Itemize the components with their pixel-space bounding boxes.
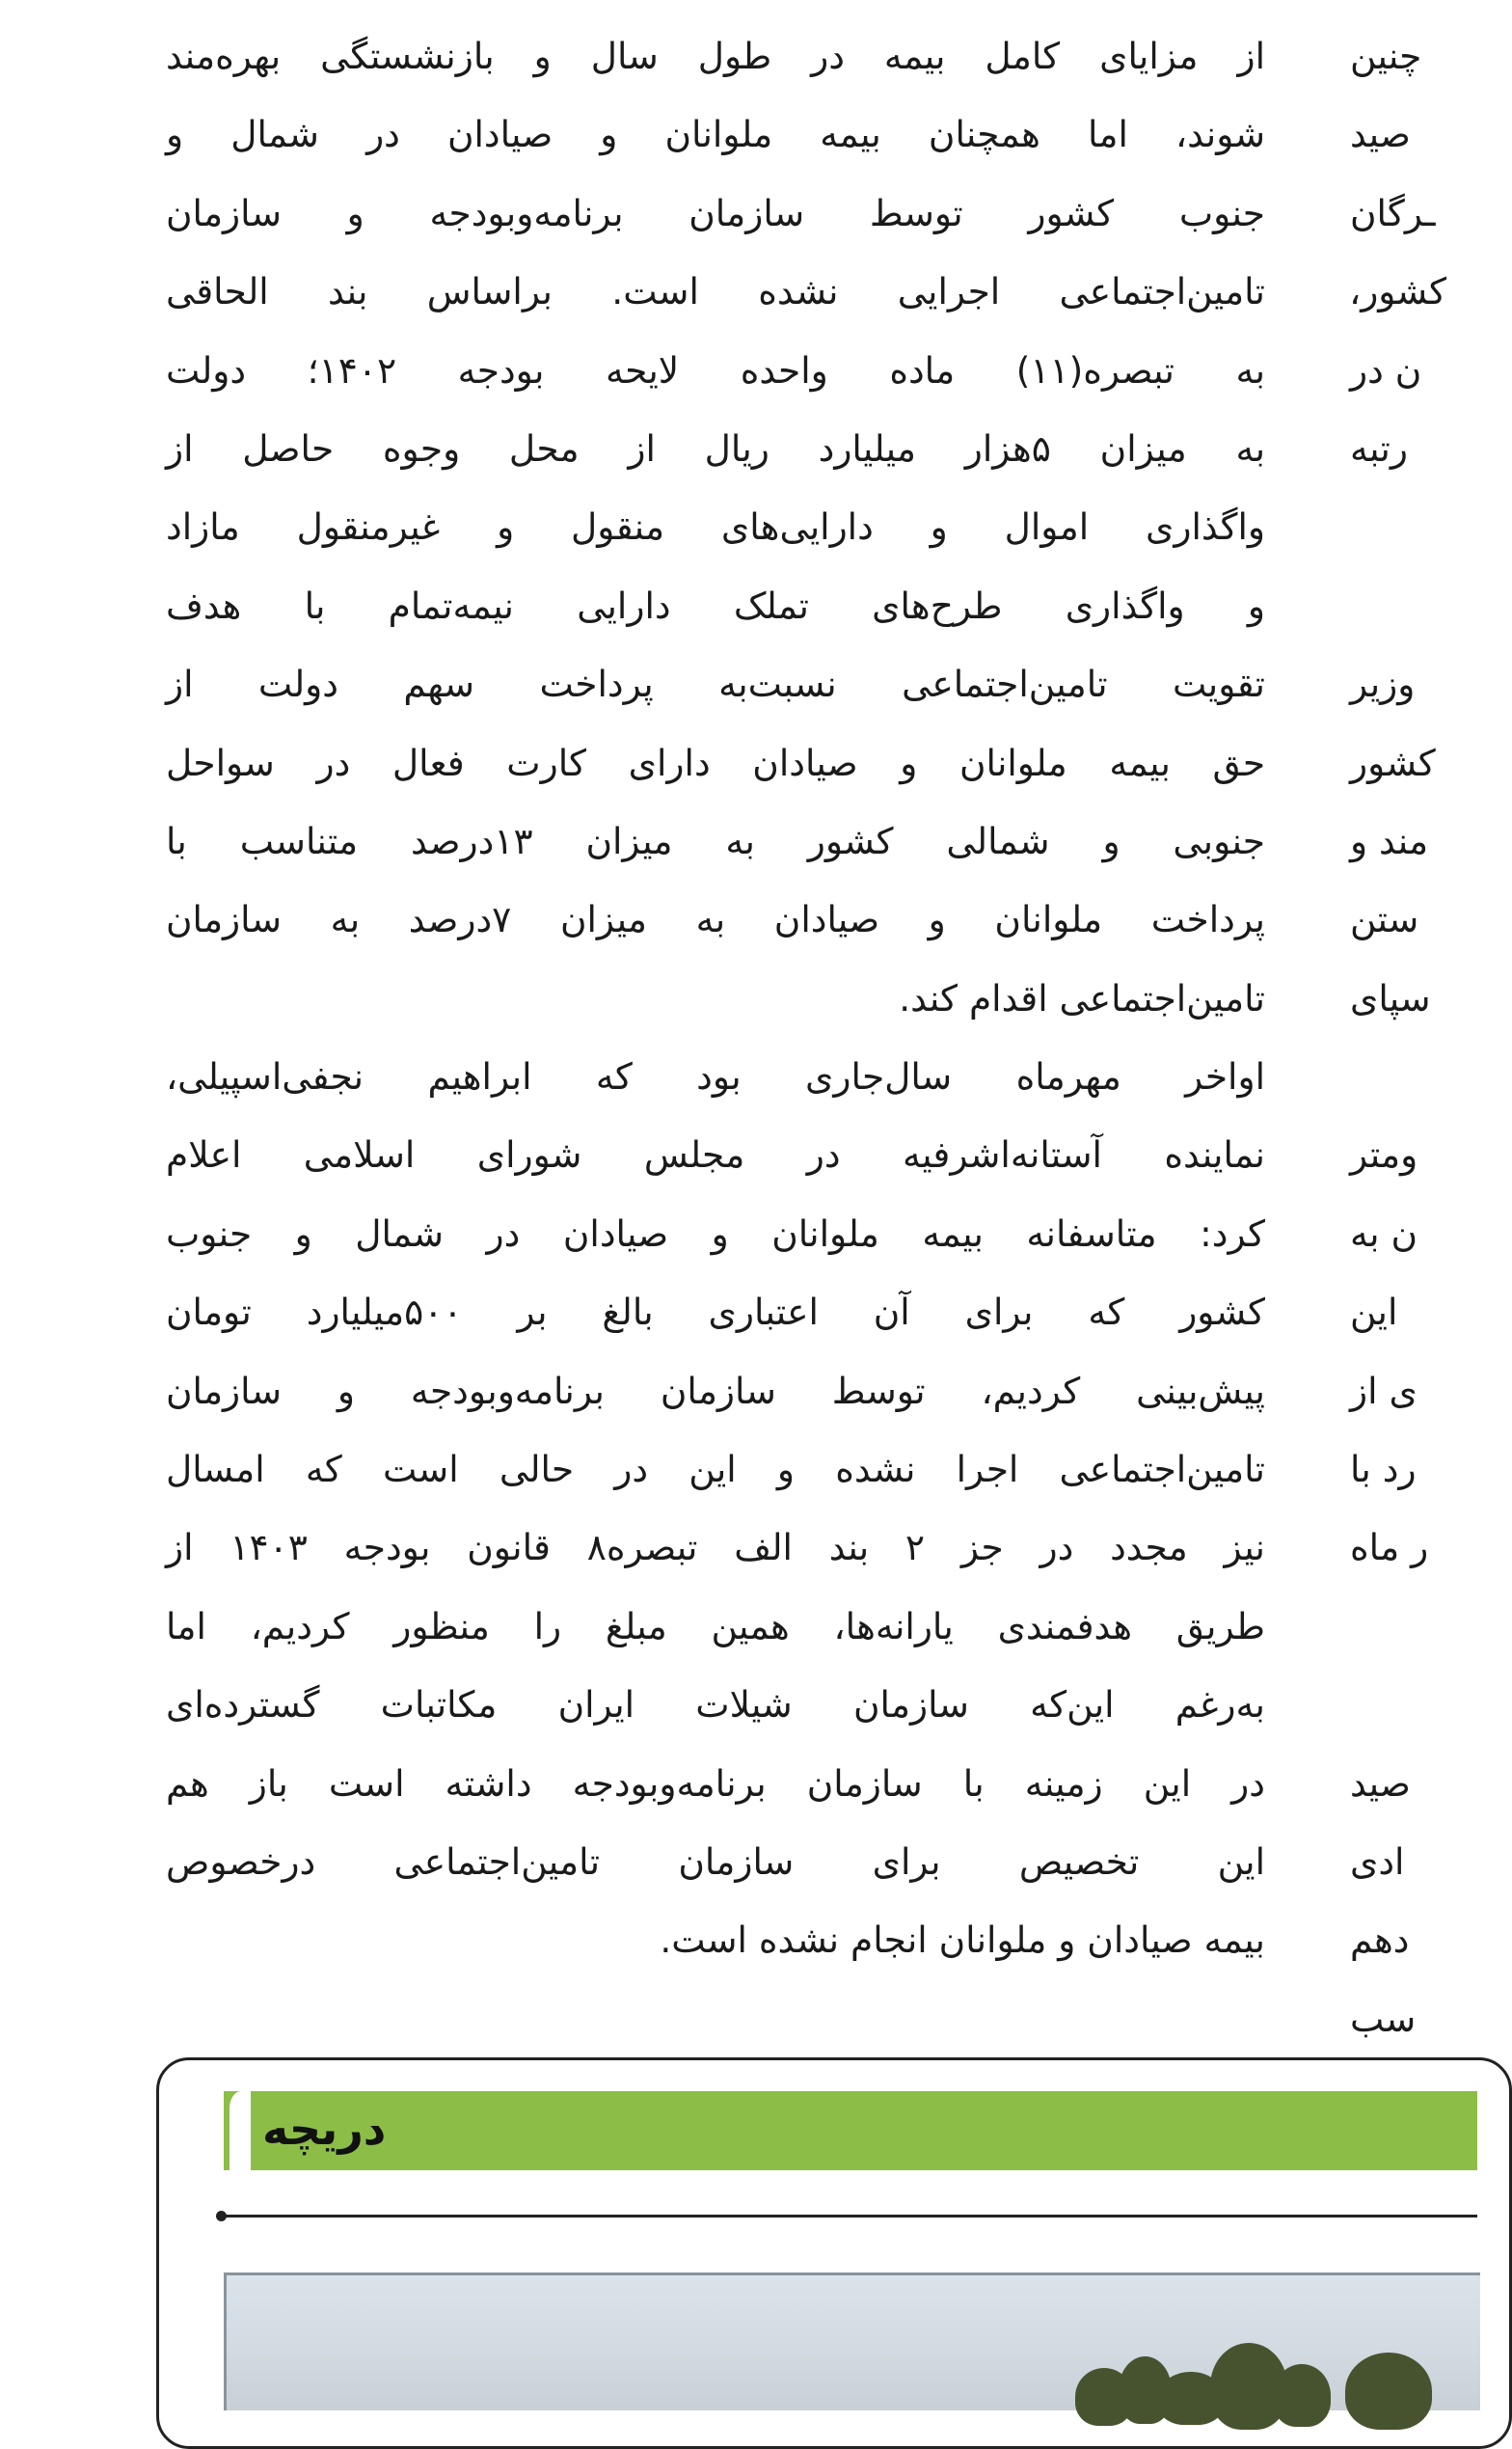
sidebar-box-title: دریچه	[262, 2103, 387, 2155]
article-line: به میزان ۵هزار میلیارد ریال از محل وجوه حاصل از	[166, 426, 1265, 470]
article-line: تقویت تامین‌اجتماعی نسبت‌به پرداخت سهم دولت از	[166, 663, 1265, 706]
article-line: شوند، اما همچنان بیمه ملوانان و صیادان در شمال و	[166, 113, 1265, 156]
article-line: واگذاری اموال و دارایی‌های منقول و غیرمنقول مازاد	[166, 505, 1265, 549]
tree-silhouette	[1345, 2353, 1432, 2430]
column-fragment: چنین	[1350, 35, 1422, 77]
column-fragment: سپای	[1350, 976, 1431, 1020]
column-fragment: سب	[1350, 1997, 1417, 2040]
adjacent-column-fragment	[1349, 17, 1446, 2040]
sidebar-photo	[224, 2272, 1480, 2410]
divider-line	[224, 2215, 1477, 2218]
article-line: جنوب کشور توسط سازمان برنامه‌وبودجه و سازمان	[166, 191, 1265, 234]
article-line: نماینده آستانه‌اشرفیه در مجلس شورای اسلامی اعلام	[166, 1133, 1265, 1177]
column-fragment: ستن	[1350, 898, 1419, 941]
article-line: و واگذاری طرح‌های تملک دارایی نیمه‌تمام با هدف	[166, 584, 1265, 627]
article-line: تامین‌اجتماعی اقدام کند.	[899, 976, 1265, 1020]
article-line: نیز مجدد در جز ۲ بند الف تبصره۸ قانون بودجه ۱۴۰۳ از	[166, 1526, 1265, 1569]
column-fragment: دهم	[1350, 1918, 1410, 1962]
column-fragment: مند و	[1350, 819, 1429, 862]
column-fragment: وزیر	[1350, 663, 1416, 706]
column-fragment: ـرگان	[1350, 191, 1436, 234]
article-line: پرداخت ملوانان و صیادان به میزان ۷درصد به سازمان	[166, 898, 1265, 941]
header-tab-corner	[224, 2091, 251, 2170]
article-line: طریق هدفمندی یارانه‌ها، همین مبلغ را منظور کردیم، اما	[166, 1604, 1265, 1647]
column-fragment: رتبه	[1350, 426, 1408, 470]
article-line: به تبصره(۱۱) ماده واحده لایحه بودجه ۱۴۰۲؛ دولت	[166, 348, 1266, 392]
article-line: اواخر مهرماه سال‌جاری بود که ابراهیم نجفی‌اسپیلی،	[166, 1055, 1265, 1099]
article-line: تامین‌اجتماعی اجرا نشده و این در حالی است که امسال	[166, 1448, 1265, 1491]
column-fragment: کشور،	[1349, 270, 1446, 313]
column-fragment: صید	[1350, 1761, 1411, 1805]
article-line: بیمه صیادان و ملوانان انجام نشده است.	[660, 1918, 1265, 1962]
sidebar-box-header-band	[224, 2091, 1477, 2170]
column-fragment	[1350, 567, 1446, 645]
column-fragment: ادی	[1350, 1839, 1405, 1883]
article-line: این تخصیص برای سازمان تامین‌اجتماعی درخصوص	[166, 1839, 1265, 1883]
column-fragment	[1350, 1588, 1446, 1666]
column-fragment: این	[1350, 1291, 1398, 1334]
column-fragment: ر ماه	[1350, 1526, 1429, 1569]
column-fragment	[1350, 488, 1446, 566]
column-fragment: ن در	[1350, 348, 1422, 392]
article-line: تامین‌اجتماعی اجرایی نشده است. براساس بند الحاقی	[166, 270, 1265, 313]
column-fragment	[1350, 1666, 1446, 1744]
column-fragment	[1350, 1038, 1446, 1116]
column-fragment: کشور	[1350, 741, 1436, 784]
article-line: کرد: متاسفانه بیمه ملوانان و صیادان در شمال و جنوب	[166, 1211, 1265, 1255]
article-line: کشور که برای آن اعتباری بالغ بر ۵۰۰میلیارد تومان	[166, 1291, 1265, 1334]
article-line: به‌رغم این‌که سازمان شیلات ایران مکاتبات گسترده‌ای	[166, 1683, 1265, 1727]
column-fragment: رد با	[1350, 1448, 1417, 1491]
column-fragment: ی از	[1350, 1369, 1418, 1412]
tree-silhouette	[1273, 2364, 1331, 2427]
article-line: حق بیمه ملوانان و صیادان دارای کارت فعال در سواحل	[166, 741, 1265, 784]
column-fragment: صید	[1350, 113, 1411, 156]
article-line: از مزایای کامل بیمه در طول سال و بازنشستگی بهره‌مند	[166, 35, 1265, 77]
article-line: پیش‌بینی کردیم، توسط سازمان برنامه‌وبودجه و سازمان	[166, 1369, 1265, 1412]
column-fragment: ن به	[1350, 1211, 1418, 1255]
article-body	[166, 17, 1265, 1980]
column-fragment: ومتر	[1350, 1133, 1418, 1177]
article-line: جنوبی و شمالی کشور به میزان ۱۳درصد متناسب با	[166, 819, 1265, 862]
article-line: در این زمینه با سازمان برنامه‌وبودجه داشته است باز هم	[166, 1761, 1265, 1805]
